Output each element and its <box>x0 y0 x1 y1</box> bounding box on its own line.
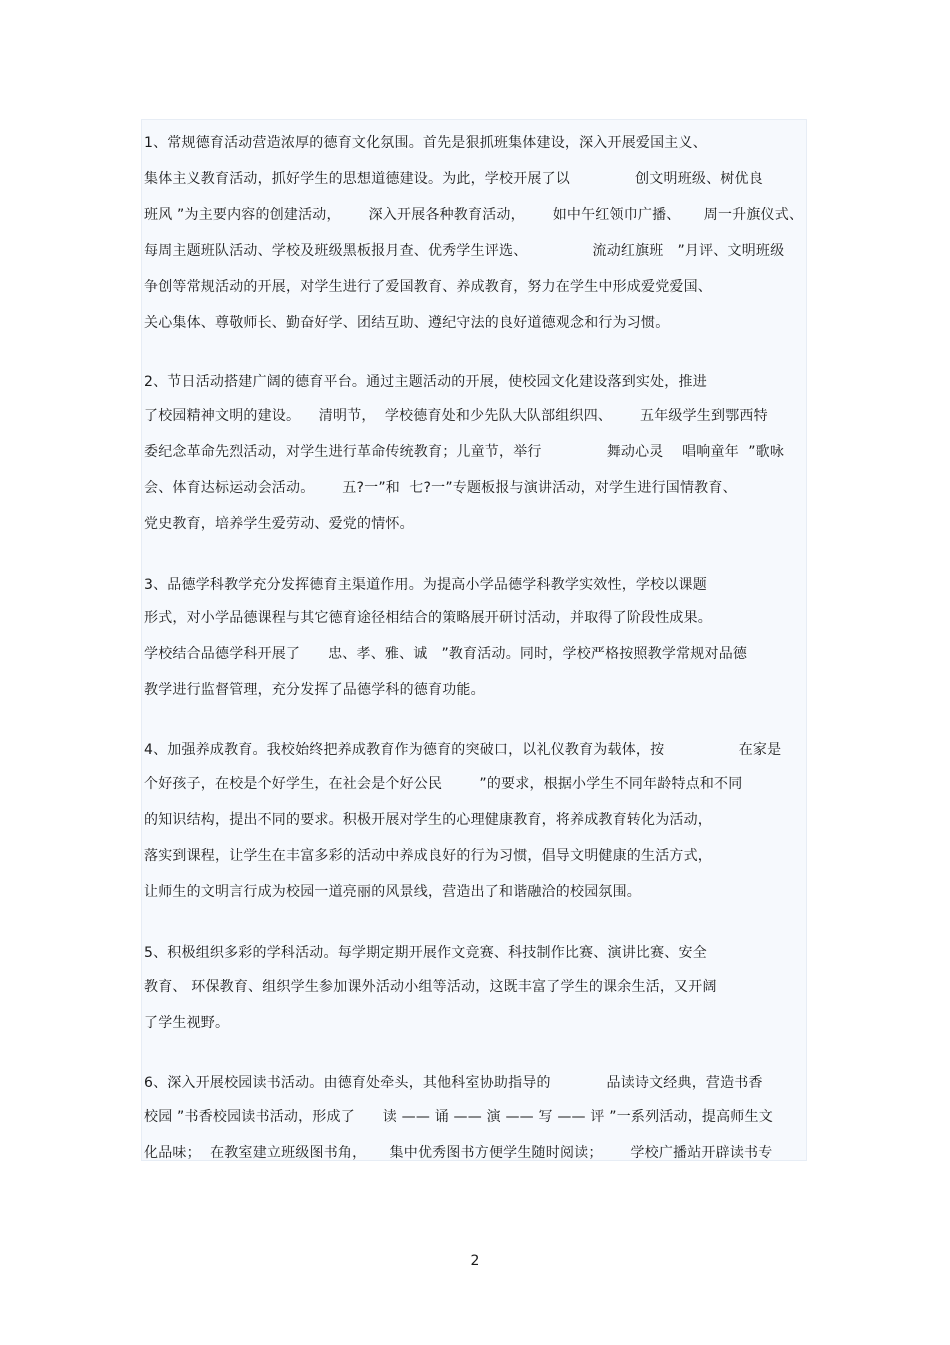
paragraph-6-line-1: 6、深入开展校园读书活动。由德育处牵头，其他科室协助指导的 品读诗文经典，营造书香 <box>144 1075 763 1091</box>
paragraph-4-line-1: 4、加强养成教育。我校始终把养成教育作为德育的突破口，以礼仪教育为载体，按 在家是 <box>144 742 782 758</box>
paragraph-2-line-1: 2、节日活动搭建广阔的德育平台。通过主题活动的开展，使校园文化建设落到实处，推进 <box>144 374 707 390</box>
document-body <box>141 119 807 1161</box>
paragraph-1-line-1: 1、常规德育活动营造浓厚的德育文化氛围。首先是狠抓班集体建设，深入开展爱国主义、 <box>144 135 707 151</box>
paragraph-1-line-2: 集体主义教育活动，抓好学生的思想道德建设。为此，学校开展了以 创文明班级、树优良 <box>144 171 763 187</box>
paragraph-1-line-3: 班风 ”为主要内容的创建活动， 深入开展各种教育活动， 如中午红领巾广播、 周一升旗仪式、 <box>144 207 804 223</box>
paragraph-2-line-5: 党史教育，培养学生爱劳动、爱党的情怀。 <box>144 516 414 532</box>
paragraph-5-line-3: 了学生视野。 <box>144 1015 230 1031</box>
paragraph-6-line-2: 校园 ”书香校园读书活动，形成了 读 —— 诵 —— 演 —— 写 —— 评 ”一系列活动，提高师生文 <box>144 1109 773 1125</box>
paragraph-4-line-5: 让师生的文明言行成为校园一道亮丽的风景线，营造出了和谐融洽的校园氛围。 <box>144 884 641 900</box>
paragraph-4-line-3: 的知识结构，提出不同的要求。积极开展对学生的心理健康教育，将养成教育转化为活动， <box>144 812 712 828</box>
page-number: 2 <box>470 1253 480 1269</box>
paragraph-5-line-1: 5、积极组织多彩的学科活动。每学期定期开展作文竞赛、科技制作比赛、演讲比赛、安全 <box>144 945 707 961</box>
paragraph-3-line-3: 学校结合品德学科开展了 忠、孝、雅、诚 ”教育活动。同时，学校严格按照教学常规对品德 <box>144 646 748 662</box>
paragraph-5-line-2: 教育、 环保教育、组织学生参加课外活动小组等活动，这既丰富了学生的课余生活，又开阔 <box>144 979 717 995</box>
paragraph-1-line-6: 关心集体、尊敬师长、勤奋好学、团结互助、遵纪守法的良好道德观念和行为习惯。 <box>144 315 670 331</box>
paragraph-2-line-2: 了校园精神文明的建设。 清明节， 学校德育处和少先队大队部组织四、 五年级学生到鄂西特 <box>144 408 768 424</box>
paragraph-3-line-2: 形式，对小学品德课程与其它德育途径相结合的策略展开研讨活动，并取得了阶段性成果。 <box>144 610 712 626</box>
paragraph-1-line-5: 争创等常规活动的开展，对学生进行了爱国教育、养成教育，努力在学生中形成爱党爱国、 <box>144 279 712 295</box>
paragraph-3-line-1: 3、品德学科教学充分发挥德育主渠道作用。为提高小学品德学科教学实效性，学校以课题 <box>144 577 707 593</box>
paragraph-2-line-4: 会、体育达标运动会活动。 五?一”和 七?一”专题板报与演讲活动，对学生进行国情教育、 <box>144 480 737 496</box>
paragraph-3-line-4: 教学进行监督管理，充分发挥了品德学科的德育功能。 <box>144 682 485 698</box>
paragraph-4-line-2: 个好孩子，在校是个好学生，在社会是个好公民 ”的要求，根据小学生不同年龄特点和不同 <box>144 776 743 792</box>
paragraph-4-line-4: 落实到课程，让学生在丰富多彩的活动中养成良好的行为习惯，倡导文明健康的生活方式， <box>144 848 712 864</box>
paragraph-1-line-4: 每周主题班队活动、学校及班级黑板报月查、优秀学生评选、 流动红旗班 ”月评、文明班级 <box>144 243 785 259</box>
paragraph-6-line-3: 化品味； 在教室建立班级图书角， 集中优秀图书方便学生随时阅读； 学校广播站开辟读书专 <box>144 1145 773 1161</box>
paragraph-2-line-3: 委纪念革命先烈活动，对学生进行革命传统教育；儿童节，举行 舞动心灵 唱响童年 ”歌咏 <box>144 444 785 460</box>
